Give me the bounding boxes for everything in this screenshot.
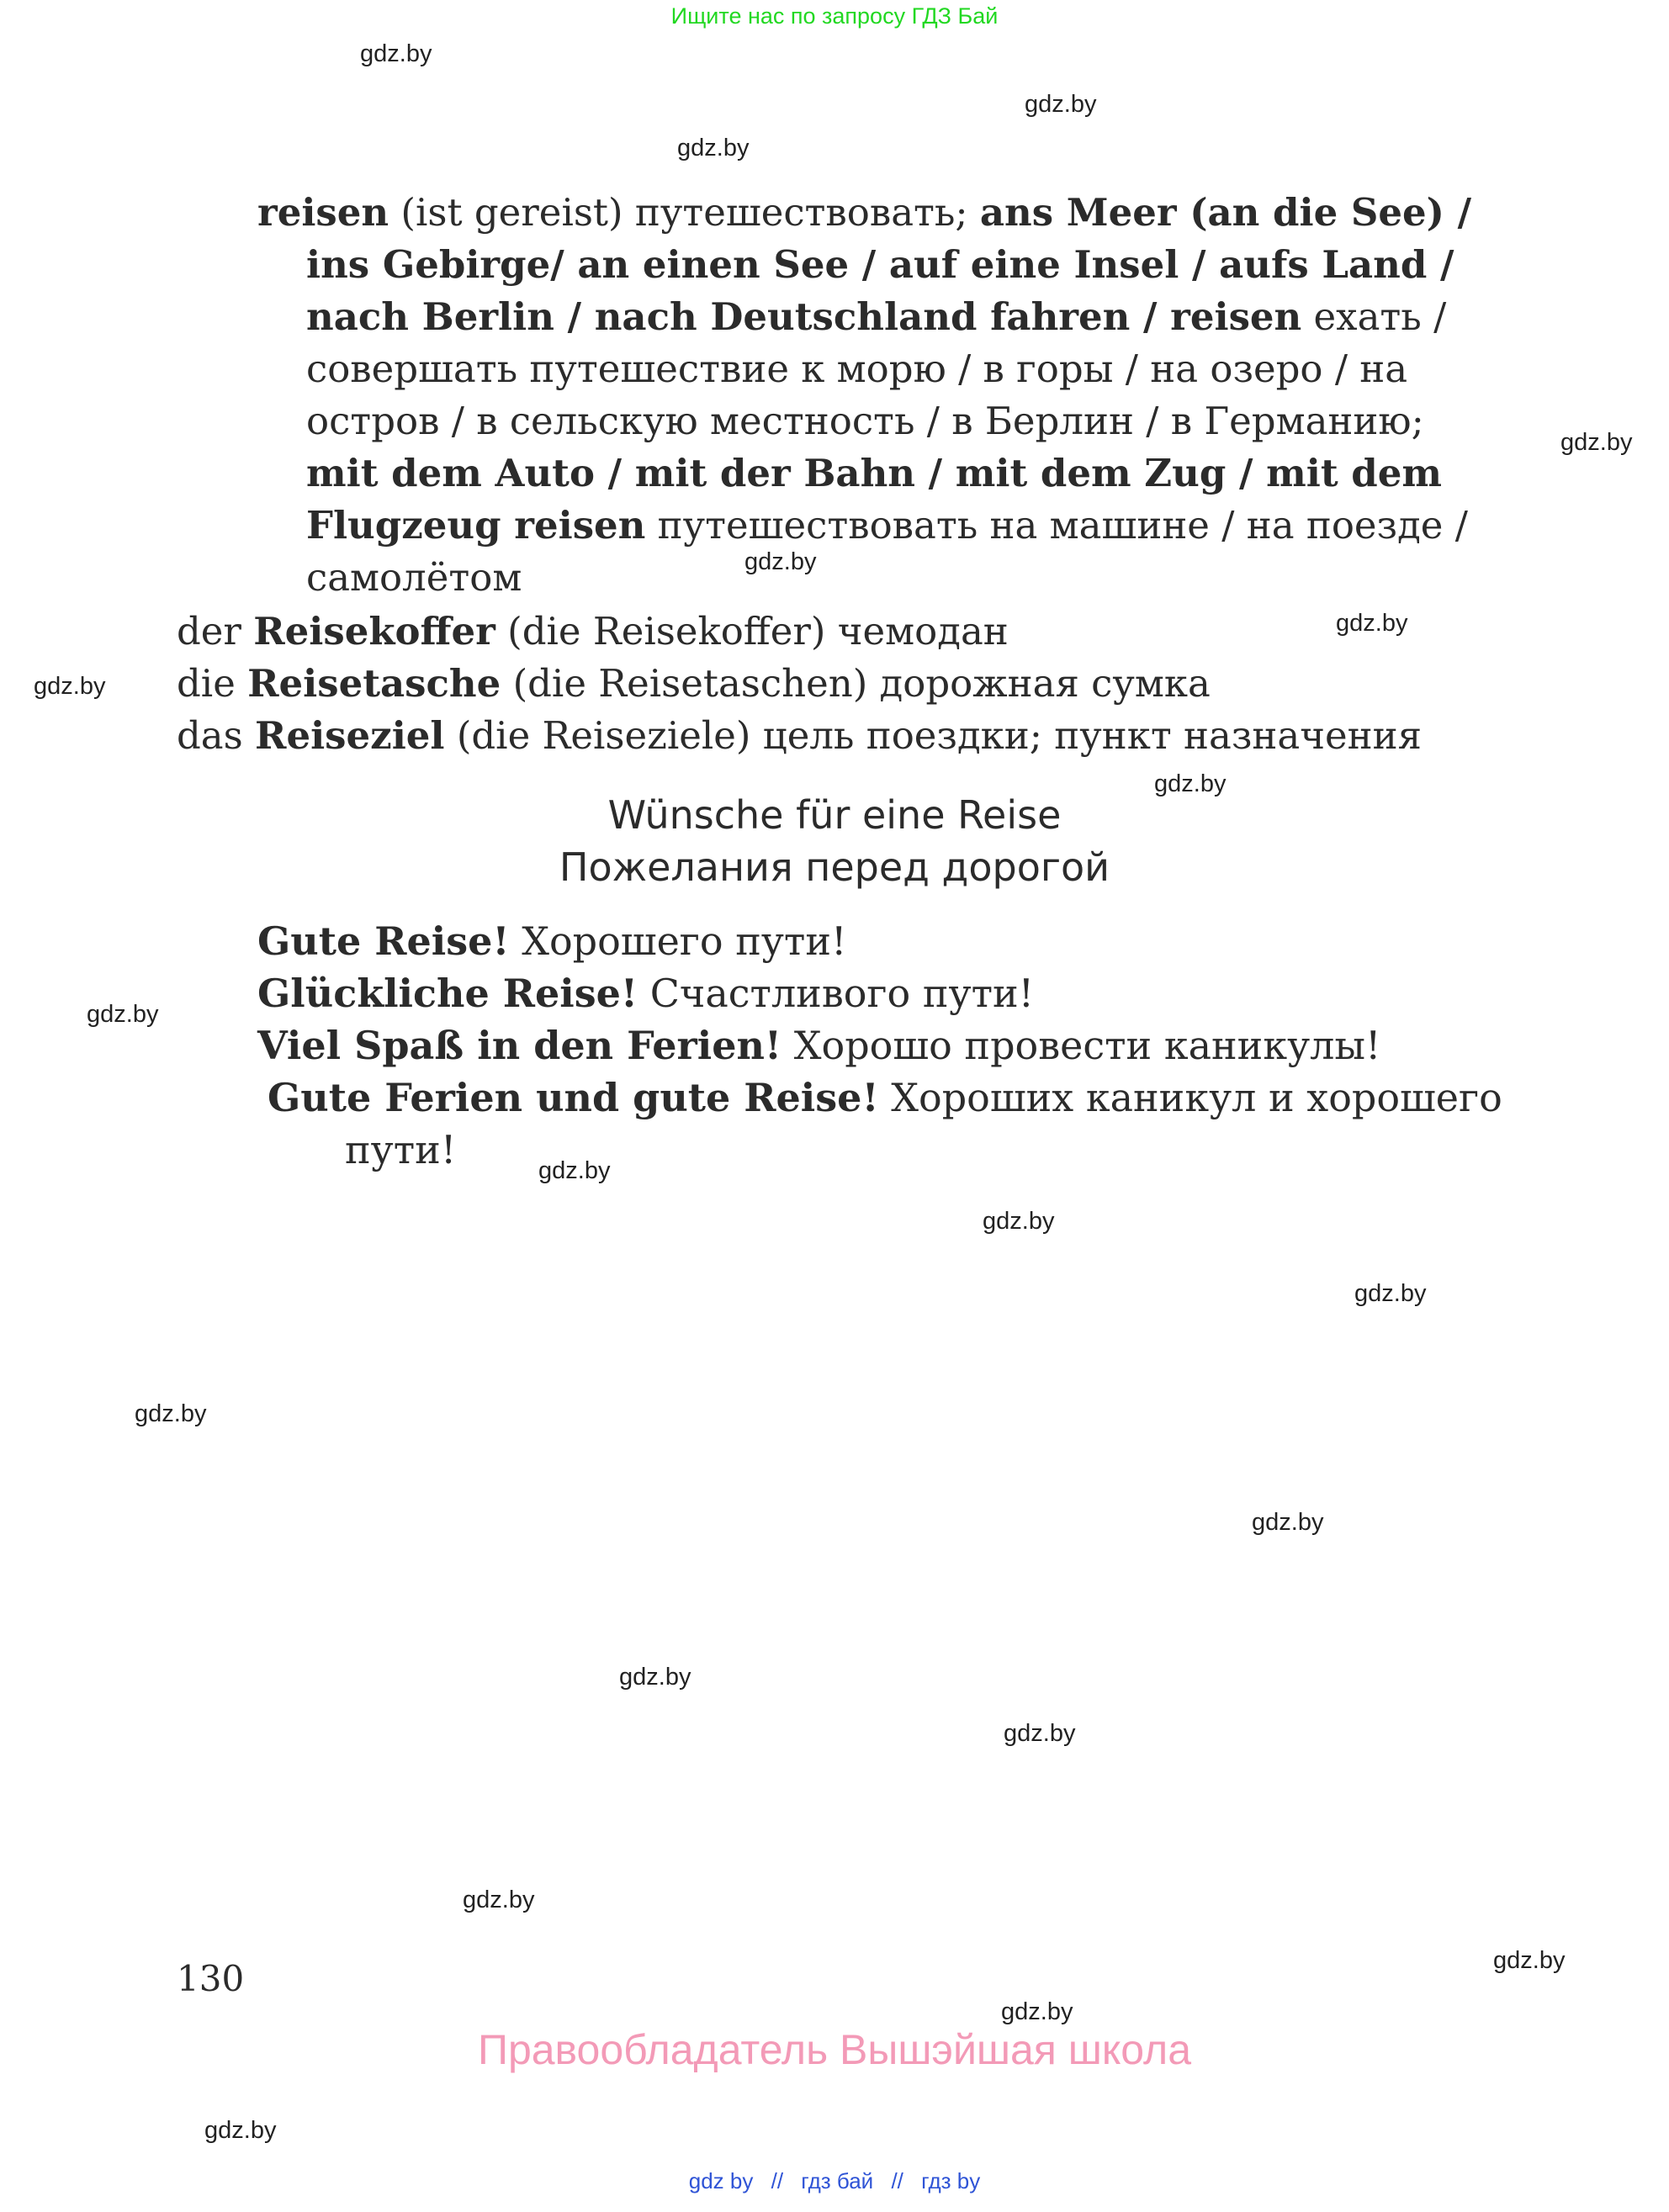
headword: Reisekoffer <box>253 609 495 654</box>
footer-separator: // <box>891 2168 903 2193</box>
footer-link[interactable]: гдз by <box>921 2168 981 2193</box>
watermark: gdz.by <box>1493 1947 1566 1974</box>
watermark: gdz.by <box>1154 770 1227 797</box>
entry-text: путешествовать на машине / на поезде / <box>645 503 1468 548</box>
entry-line <box>306 239 1454 291</box>
headword: Reisetasche <box>247 661 501 706</box>
entry-line <box>257 187 1471 239</box>
watermark: gdz.by <box>619 1664 691 1691</box>
wish-ru: Хорошего пути! <box>509 918 847 964</box>
phrase: nach Berlin / nach Deutschland fahren / reisen <box>306 294 1302 339</box>
wish-de: Gute Ferien und gute Reise! <box>268 1075 879 1120</box>
watermark: gdz.by <box>463 1887 535 1913</box>
entry-text: ехать / <box>1301 294 1447 339</box>
wish-de: Gute Reise! <box>257 918 510 964</box>
footer-links <box>0 2168 1669 2194</box>
entry-line: самолётом <box>306 555 522 600</box>
top-banner[interactable]: Ищите нас по запросу ГДЗ Бай <box>670 3 999 29</box>
section-heading-de: Wünsche für eine Reise <box>607 792 1062 838</box>
phrase: ins Gebirge/ an einen See / auf eine Insel / aufs Land / <box>306 242 1454 287</box>
watermark: gdz.by <box>538 1157 611 1184</box>
entry-text: (die Reisetaschen) дорожная сумка <box>501 661 1211 706</box>
phrase: Flugzeug reisen <box>306 503 646 548</box>
wish-item <box>257 1023 1380 1068</box>
phrase: mit dem Auto / mit der Bahn / mit dem Zug / mit dem <box>306 451 1442 495</box>
entry-text: (die Reisekoffer) чемодан <box>495 609 1009 654</box>
wish-ru: Счастливого пути! <box>638 971 1035 1016</box>
vocab-entry-reisetasche <box>177 658 1211 710</box>
watermark: gdz.by <box>1025 91 1097 118</box>
watermark: gdz.by <box>1004 1720 1076 1747</box>
footer-link[interactable]: gdz by <box>688 2168 754 2193</box>
article: der <box>177 609 254 654</box>
watermark: gdz.by <box>983 1208 1055 1235</box>
watermark: gdz.by <box>204 2117 277 2144</box>
watermark: gdz.by <box>1560 429 1633 456</box>
wish-ru: Хороших каникул и хорошего <box>878 1075 1502 1120</box>
entry-line <box>306 500 1468 552</box>
entry-line <box>306 291 1446 343</box>
footer-link[interactable]: гдз бай <box>801 2168 874 2193</box>
wish-item <box>268 1075 1502 1120</box>
watermark: gdz.by <box>1252 1509 1324 1536</box>
watermark: gdz.by <box>1354 1280 1427 1307</box>
entry-text: (ist gereist) путешествовать; <box>389 190 980 235</box>
wish-de: Viel Spaß in den Ferien! <box>257 1023 782 1068</box>
wish-de: Glückliche Reise! <box>257 971 638 1016</box>
watermark: gdz.by <box>135 1400 207 1427</box>
watermark: gdz.by <box>1001 1998 1073 2025</box>
wish-item <box>257 918 847 964</box>
watermark: gdz.by <box>360 40 432 67</box>
entry-line: остров / в сельскую местность / в Берлин / в Германию; <box>306 399 1424 443</box>
entry-line: совершать путешествие к морю / в горы / на озеро / на <box>306 347 1408 391</box>
watermark: gdz.by <box>34 673 106 700</box>
article: das <box>177 713 256 758</box>
section-heading-ru: Пожелания перед дорогой <box>559 844 1110 890</box>
watermark: gdz.by <box>1336 610 1408 637</box>
vocab-entry-reisekoffer <box>177 606 1009 658</box>
vocab-entry-reiseziel <box>177 710 1422 762</box>
entry-text: (die Reiseziele) цель поездки; пункт назначения <box>444 713 1422 758</box>
watermark: gdz.by <box>677 135 750 161</box>
footer-separator: // <box>771 2168 784 2193</box>
copyright-notice: Правообладатель Вышэйшая школа <box>478 2026 1191 2073</box>
headword: Reiseziel <box>255 713 445 758</box>
wish-ru: Хорошо провести каникулы! <box>782 1023 1381 1068</box>
wish-item <box>257 971 1034 1016</box>
watermark: gdz.by <box>744 548 817 575</box>
headword: reisen <box>257 190 389 235</box>
watermark: gdz.by <box>87 1001 159 1028</box>
phrase: ans Meer (an die See) / <box>979 190 1472 235</box>
entry-line <box>306 447 1442 500</box>
article: die <box>177 661 248 706</box>
wish-continuation: пути! <box>345 1127 457 1172</box>
page-number: 130 <box>177 1958 245 1999</box>
